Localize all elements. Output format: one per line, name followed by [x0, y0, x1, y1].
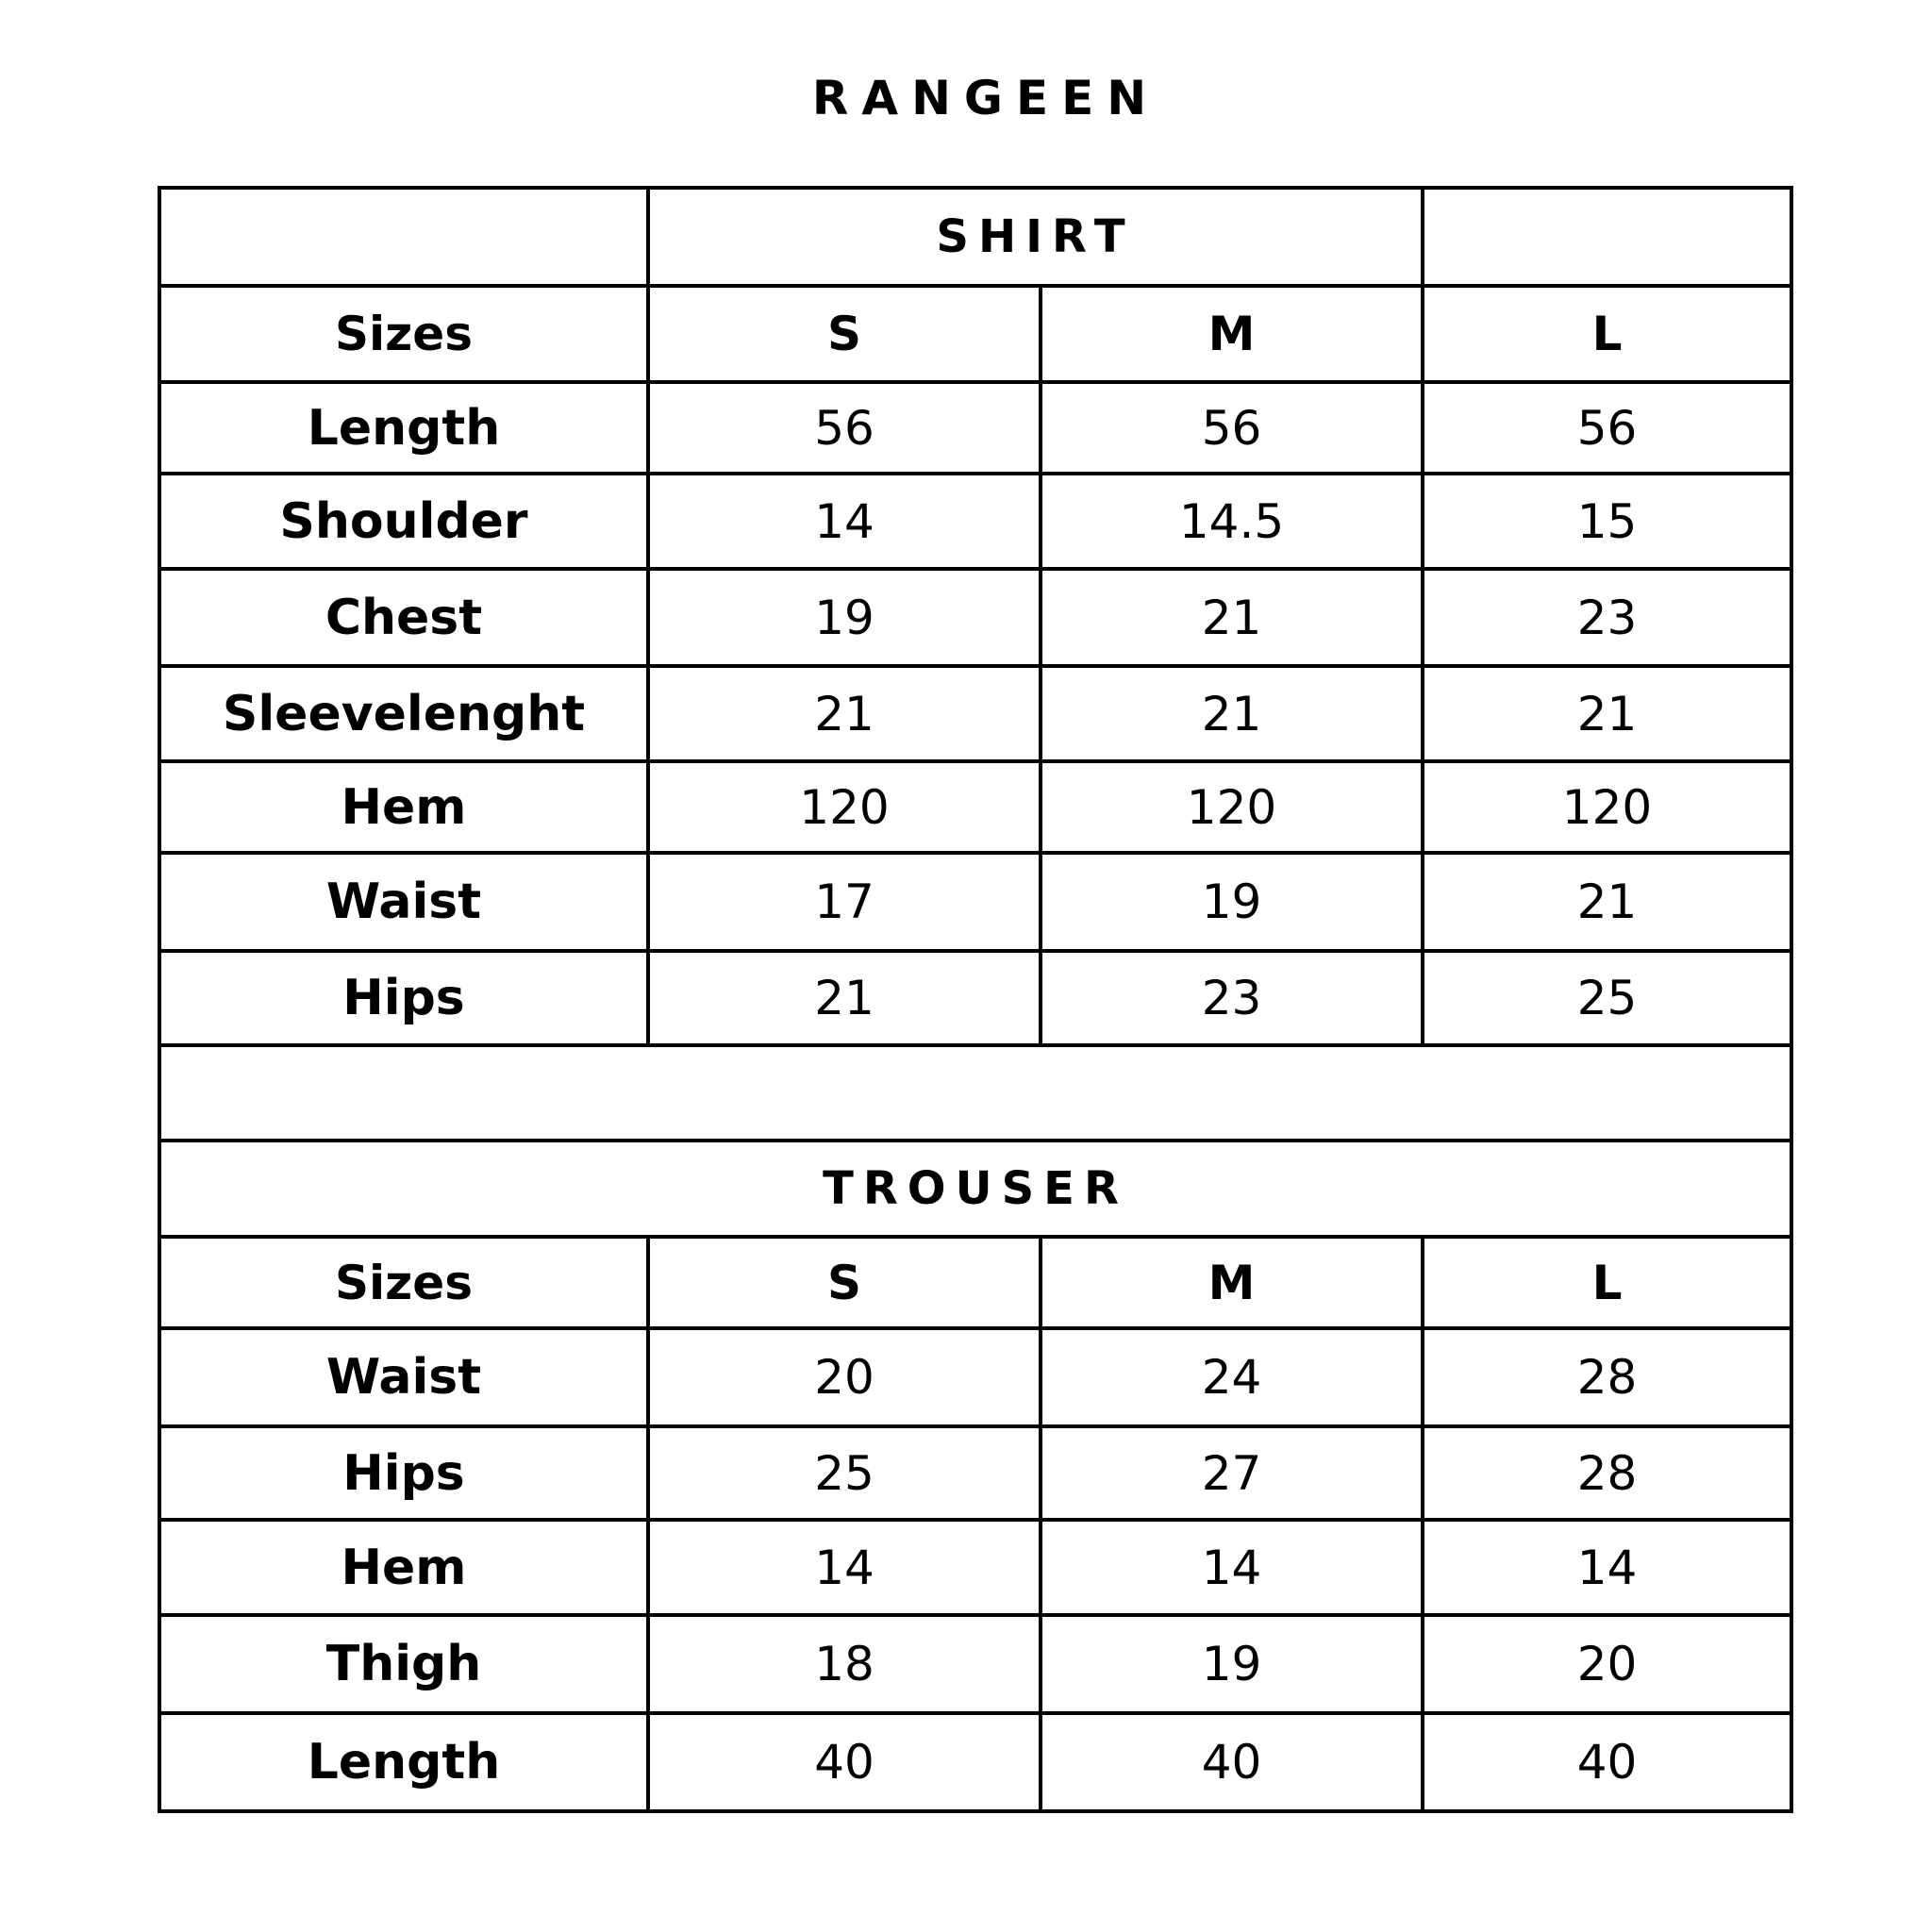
- shirt-corner-cell: [159, 188, 648, 286]
- measurement-value: 21: [648, 951, 1041, 1045]
- measurement-value: 21: [648, 666, 1041, 761]
- measurement-value: 18: [648, 1615, 1041, 1713]
- measurement-label: Hem: [159, 1520, 648, 1615]
- shirt-section-title: SHIRT: [648, 188, 1423, 286]
- measurement-value: 56: [1423, 382, 1791, 474]
- measurement-value: 27: [1041, 1426, 1423, 1520]
- shirt-title-row: [159, 188, 1791, 286]
- trouser-size-l: L: [1423, 1237, 1791, 1328]
- measurement-value: 24: [1041, 1328, 1423, 1426]
- measurement-label: Waist: [159, 1328, 648, 1426]
- trouser-header-row: [159, 1237, 1791, 1328]
- measurement-value: 40: [1423, 1713, 1791, 1811]
- shirt-sizes-label: Sizes: [159, 286, 648, 382]
- shirt-size-l: L: [1423, 286, 1791, 382]
- measurement-label: Hips: [159, 1426, 648, 1520]
- measurement-value: 19: [648, 569, 1041, 666]
- measurement-value: 21: [1423, 666, 1791, 761]
- measurement-label: Length: [159, 1713, 648, 1811]
- measurement-value: 15: [1423, 474, 1791, 569]
- measurement-value: 19: [1041, 853, 1423, 951]
- section-gap-cell: [159, 1045, 1791, 1141]
- trouser-row-hem: [159, 1520, 1791, 1615]
- measurement-value: 56: [1041, 382, 1423, 474]
- measurement-value: 28: [1423, 1426, 1791, 1520]
- shirt-row-sleevelenght: [159, 666, 1791, 761]
- measurement-value: 14: [648, 474, 1041, 569]
- trouser-size-s: S: [648, 1237, 1041, 1328]
- measurement-value: 25: [648, 1426, 1041, 1520]
- shirt-row-shoulder: [159, 474, 1791, 569]
- shirt-title-empty-cell: [1423, 188, 1791, 286]
- measurement-value: 21: [1041, 569, 1423, 666]
- measurement-value: 120: [1041, 761, 1423, 853]
- measurement-label: Hips: [159, 951, 648, 1045]
- measurement-value: 21: [1041, 666, 1423, 761]
- measurement-value: 14: [1423, 1520, 1791, 1615]
- measurement-label: Thigh: [159, 1615, 648, 1713]
- shirt-size-m: M: [1041, 286, 1423, 382]
- measurement-label: Shoulder: [159, 474, 648, 569]
- measurement-value: 20: [648, 1328, 1041, 1426]
- shirt-row-waist: [159, 853, 1791, 951]
- measurement-value: 14.5: [1041, 474, 1423, 569]
- trouser-row-thigh: [159, 1615, 1791, 1713]
- size-chart-table: [158, 186, 1793, 1813]
- measurement-label: Sleevelenght: [159, 666, 648, 761]
- shirt-row-length: [159, 382, 1791, 474]
- trouser-size-m: M: [1041, 1237, 1423, 1328]
- trouser-row-hips: [159, 1426, 1791, 1520]
- measurement-label: Hem: [159, 761, 648, 853]
- measurement-value: 21: [1423, 853, 1791, 951]
- measurement-value: 56: [648, 382, 1041, 474]
- measurement-value: 40: [1041, 1713, 1423, 1811]
- measurement-label: Chest: [159, 569, 648, 666]
- measurement-value: 23: [1423, 569, 1791, 666]
- measurement-value: 120: [1423, 761, 1791, 853]
- shirt-row-hem: [159, 761, 1791, 853]
- measurement-label: Length: [159, 382, 648, 474]
- measurement-value: 120: [648, 761, 1041, 853]
- trouser-row-waist: [159, 1328, 1791, 1426]
- measurement-value: 19: [1041, 1615, 1423, 1713]
- measurement-value: 17: [648, 853, 1041, 951]
- trouser-section-title: TROUSER: [159, 1141, 1791, 1237]
- measurement-value: 40: [648, 1713, 1041, 1811]
- shirt-row-hips: [159, 951, 1791, 1045]
- shirt-row-chest: [159, 569, 1791, 666]
- trouser-row-length: [159, 1713, 1791, 1811]
- trouser-sizes-label: Sizes: [159, 1237, 648, 1328]
- trouser-title-row: [159, 1141, 1791, 1237]
- shirt-header-row: [159, 286, 1791, 382]
- measurement-value: 28: [1423, 1328, 1791, 1426]
- measurement-value: 20: [1423, 1615, 1791, 1713]
- measurement-value: 23: [1041, 951, 1423, 1045]
- measurement-value: 25: [1423, 951, 1791, 1045]
- shirt-size-s: S: [648, 286, 1041, 382]
- measurement-label: Waist: [159, 853, 648, 951]
- measurement-value: 14: [648, 1520, 1041, 1615]
- brand-title: RANGEEN: [811, 71, 1160, 125]
- section-gap-row: [159, 1045, 1791, 1141]
- measurement-value: 14: [1041, 1520, 1423, 1615]
